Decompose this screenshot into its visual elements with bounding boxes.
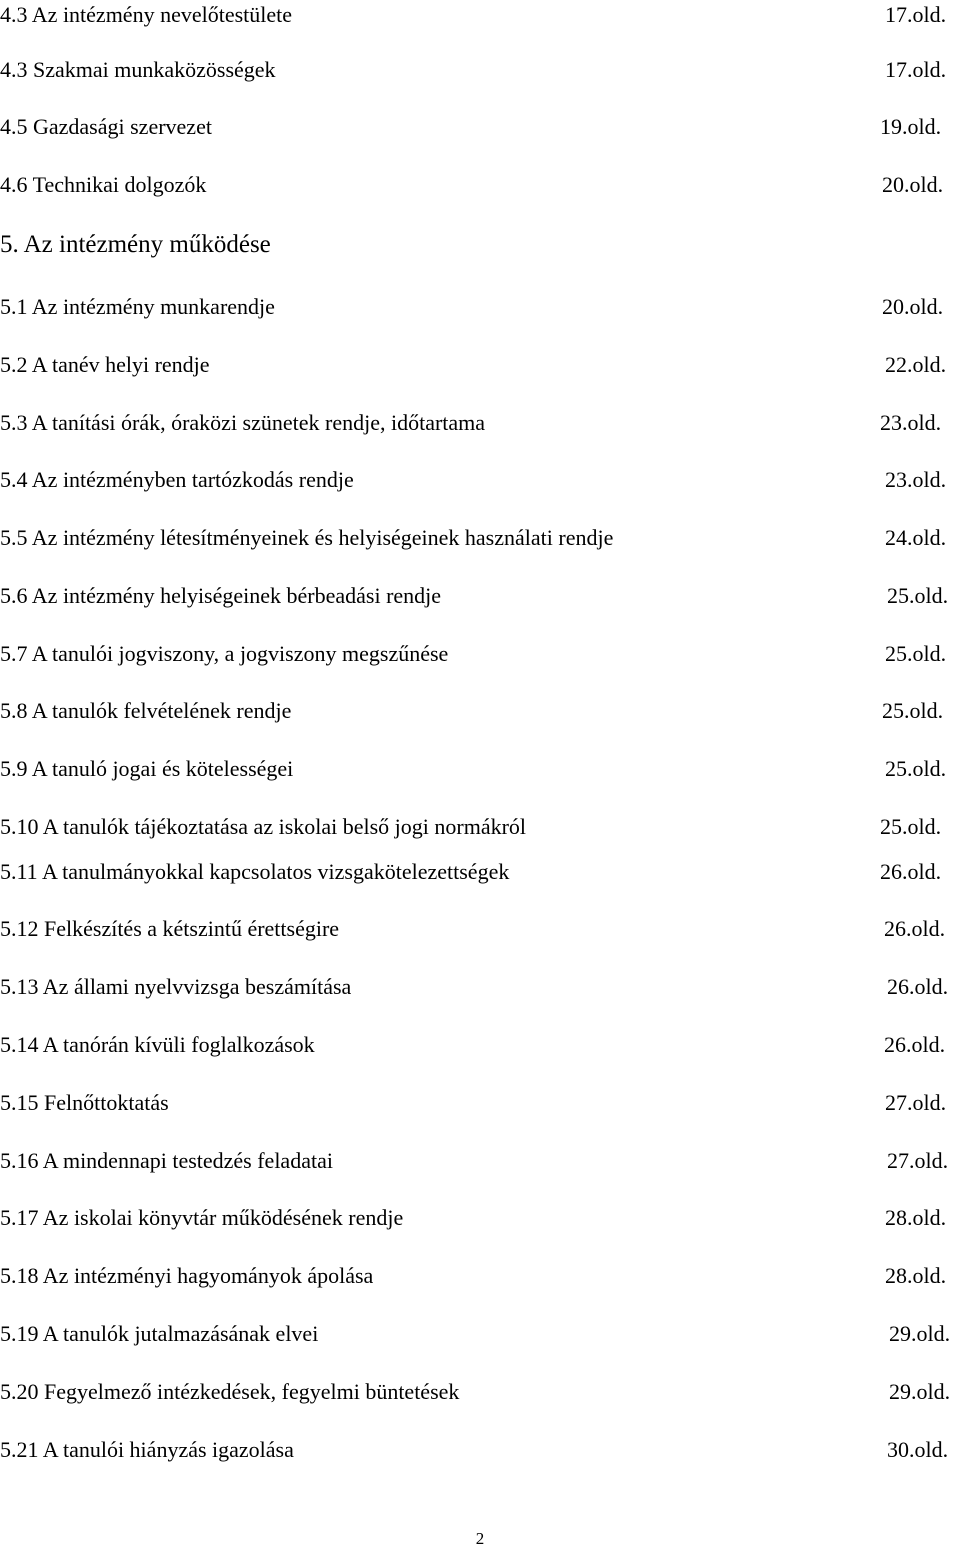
toc-entry-title: 5.9 A tanuló jogai és kötelességei bbox=[0, 756, 294, 781]
toc-entry-page: 17.old. bbox=[885, 2, 947, 27]
toc-entry-title: 5.16 A mindennapi testedzés feladatai bbox=[0, 1148, 333, 1173]
toc-entry-title: 5.13 Az állami nyelvvizsga beszámítása bbox=[0, 974, 352, 999]
toc-entry bbox=[0, 170, 960, 200]
toc-entry bbox=[0, 112, 960, 142]
toc-entry-page: 20.old. bbox=[882, 294, 944, 319]
toc-entry bbox=[0, 1319, 960, 1349]
toc-entry-page: 19.old. bbox=[880, 114, 942, 139]
toc-entry-title: 4.5 Gazdasági szervezet bbox=[0, 114, 212, 139]
toc-entry bbox=[0, 1435, 960, 1465]
toc-entry-title: 5.4 Az intézményben tartózkodás rendje bbox=[0, 467, 354, 492]
toc-entry bbox=[0, 350, 960, 380]
toc-entry-title: 4.3 Szakmai munkaközösségek bbox=[0, 57, 276, 82]
toc-entry-page: 20.old. bbox=[882, 172, 944, 197]
toc-entry-title: 5.2 A tanév helyi rendje bbox=[0, 352, 210, 377]
toc-entry-title: 5.20 Fegyelmező intézkedések, fegyelmi büntetések bbox=[0, 1379, 460, 1404]
toc-entry-title: 5.15 Felnőttoktatás bbox=[0, 1090, 169, 1115]
toc-entry-page: 25.old. bbox=[882, 698, 944, 723]
toc-entry-title: 5.3 A tanítási órák, óraközi szünetek rendje, időtartama bbox=[0, 410, 486, 435]
toc-entry-title: 5.17 Az iskolai könyvtár működésének rendje bbox=[0, 1205, 404, 1230]
toc-entry-title: 5.8 A tanulók felvételének rendje bbox=[0, 698, 292, 723]
toc-entry bbox=[0, 292, 960, 322]
toc-entry bbox=[0, 914, 960, 944]
toc-entry bbox=[0, 696, 960, 726]
toc-entry-page: 24.old. bbox=[885, 525, 947, 550]
toc-entry bbox=[0, 754, 960, 784]
toc-entry bbox=[0, 55, 960, 85]
toc-entry-title: 5.1 Az intézmény munkarendje bbox=[0, 294, 275, 319]
toc-entry-title: 4.3 Az intézmény nevelőtestülete bbox=[0, 2, 293, 27]
toc-entry-title: 5.11 A tanulmányokkal kapcsolatos vizsgakötelezettségek bbox=[0, 859, 510, 884]
toc-entry-page: 26.old. bbox=[880, 859, 942, 884]
toc-entry-page: 27.old. bbox=[885, 1090, 947, 1115]
page-number: 2 bbox=[475, 1529, 485, 1548]
toc-entry-title: 5.6 Az intézmény helyiségeinek bérbeadási rendje bbox=[0, 583, 442, 608]
section-heading bbox=[0, 230, 960, 260]
toc-entry-page: 25.old. bbox=[887, 583, 949, 608]
toc-entry-page: 25.old. bbox=[885, 641, 947, 666]
toc-entry-page: 23.old. bbox=[880, 410, 942, 435]
toc-entry-page: 27.old. bbox=[887, 1148, 949, 1173]
section-heading-title: 5. Az intézmény működése bbox=[0, 231, 271, 258]
toc-entry bbox=[0, 1203, 960, 1233]
toc-entry bbox=[0, 0, 960, 30]
toc-entry bbox=[0, 1261, 960, 1291]
toc-entry-page: 25.old. bbox=[885, 756, 947, 781]
toc-entry-page: 26.old. bbox=[884, 1032, 946, 1057]
toc-entry-page: 23.old. bbox=[885, 467, 947, 492]
toc-entry-title: 5.5 Az intézmény létesítményeinek és helyiségeinek használati rendje bbox=[0, 525, 614, 550]
toc-entry bbox=[0, 1146, 960, 1176]
toc-entry bbox=[0, 1030, 960, 1060]
toc-entry-title: 5.14 A tanórán kívüli foglalkozások bbox=[0, 1032, 315, 1057]
toc-entry bbox=[0, 972, 960, 1002]
toc-entry-page: 29.old. bbox=[889, 1379, 951, 1404]
toc-entry bbox=[0, 465, 960, 495]
toc-entry bbox=[0, 581, 960, 611]
toc-entry bbox=[0, 1377, 960, 1407]
toc-entry-title: 4.6 Technikai dolgozók bbox=[0, 172, 207, 197]
toc-entry-page: 28.old. bbox=[885, 1205, 947, 1230]
toc-entry bbox=[0, 1088, 960, 1118]
toc-entry-page: 30.old. bbox=[887, 1437, 949, 1462]
toc-entry-page: 26.old. bbox=[884, 916, 946, 941]
toc-entry bbox=[0, 812, 960, 842]
toc-entry-title: 5.18 Az intézményi hagyományok ápolása bbox=[0, 1263, 374, 1288]
toc-entry bbox=[0, 523, 960, 553]
toc-entry-title: 5.21 A tanulói hiányzás igazolása bbox=[0, 1437, 294, 1462]
toc-entry bbox=[0, 857, 960, 887]
toc-entry bbox=[0, 408, 960, 438]
toc-entry-page: 28.old. bbox=[885, 1263, 947, 1288]
toc-entry-page: 17.old. bbox=[885, 57, 947, 82]
toc-entry-title: 5.7 A tanulói jogviszony, a jogviszony megszűnése bbox=[0, 641, 449, 666]
toc-entry-title: 5.12 Felkészítés a kétszintű érettségire bbox=[0, 916, 340, 941]
toc-entry-page: 26.old. bbox=[887, 974, 949, 999]
toc-entry-title: 5.10 A tanulók tájékoztatása az iskolai belső jogi normákról bbox=[0, 814, 527, 839]
toc-entry-page: 29.old. bbox=[889, 1321, 951, 1346]
toc-entry bbox=[0, 639, 960, 669]
toc-entry-title: 5.19 A tanulók jutalmazásának elvei bbox=[0, 1321, 319, 1346]
toc-entry-page: 25.old. bbox=[880, 814, 942, 839]
toc-entry-page: 22.old. bbox=[885, 352, 947, 377]
